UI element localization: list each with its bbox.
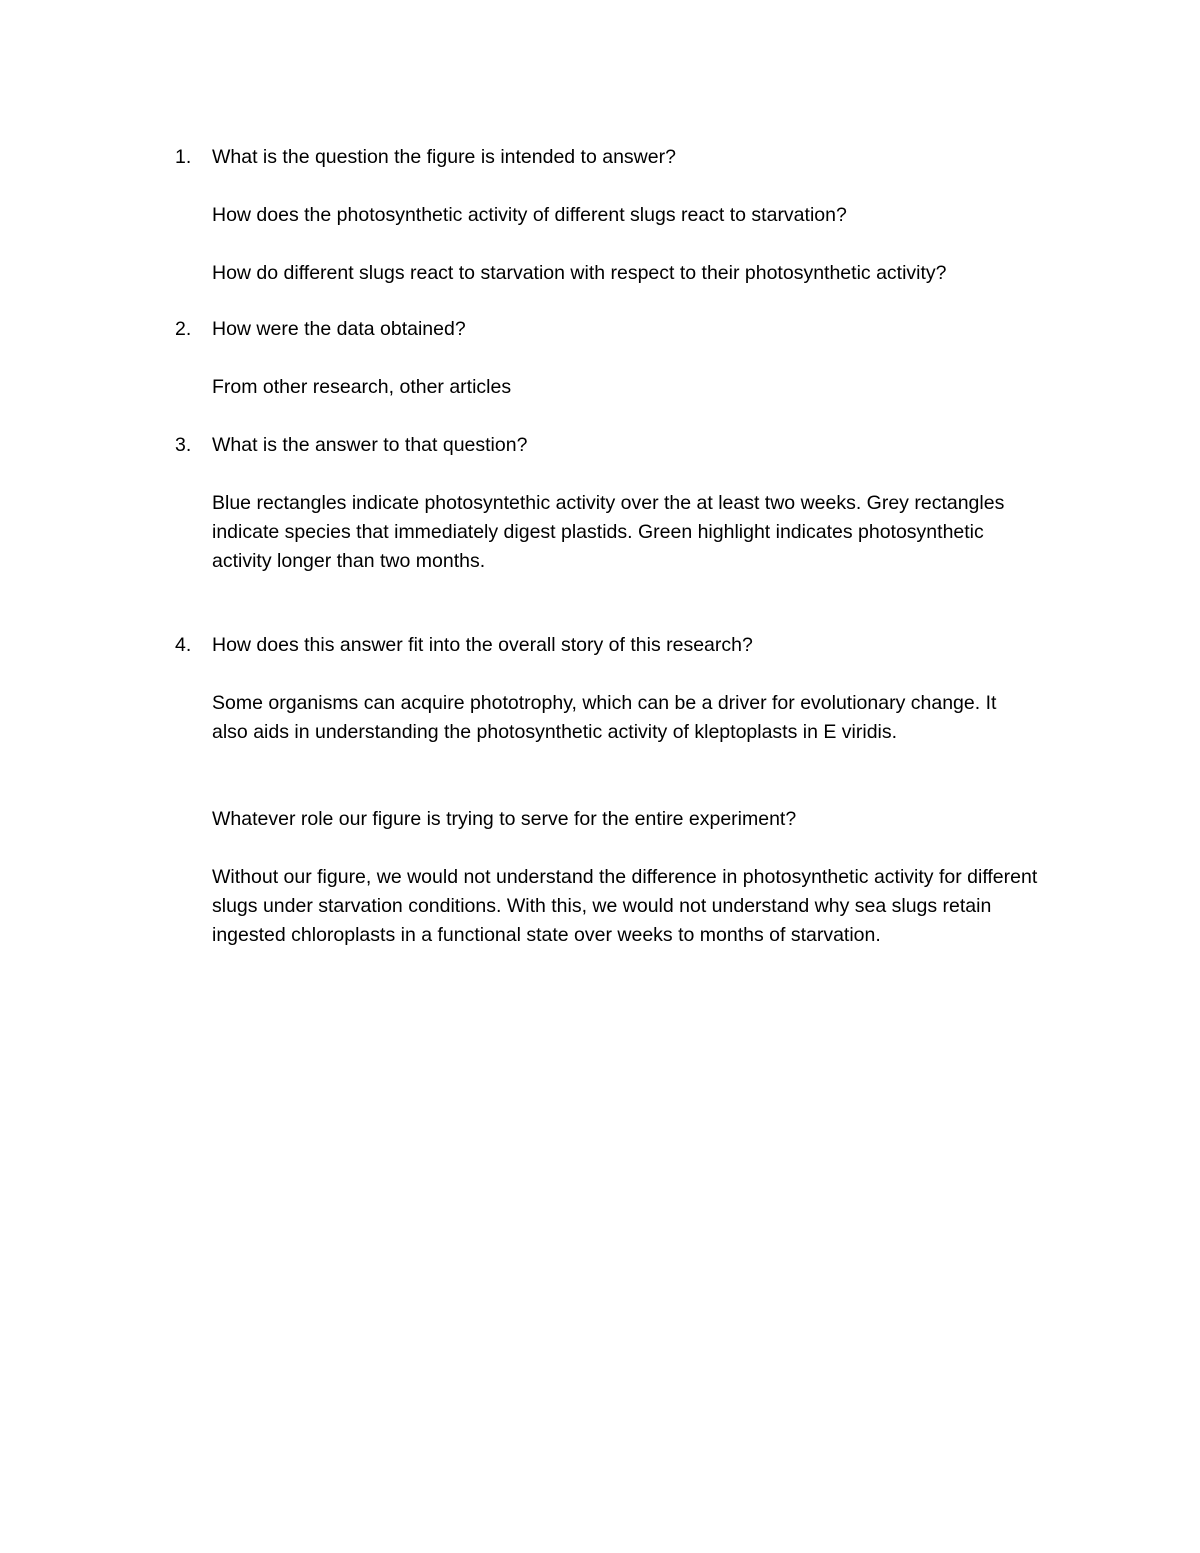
- item-1-question: What is the question the figure is intended to answer?: [212, 146, 676, 168]
- item-1-number: 1.: [175, 146, 192, 168]
- item-4-question: How does this answer fit into the overall story of this research?: [212, 634, 753, 656]
- item-4-answer-3: Without our figure, we would not understand the difference in photosynthetic activity for different slugs under starvation conditions. With this, we would not understand why sea slugs retain ingested chloroplasts in a functional state over weeks to months of starvation.: [212, 866, 1038, 946]
- item-1-answer-1: How does the photosynthetic activity of different slugs react to starvation?: [212, 204, 847, 226]
- item-2-question: How were the data obtained?: [212, 318, 466, 340]
- item-3-question: What is the answer to that question?: [212, 434, 528, 456]
- item-2-number: 2.: [175, 318, 192, 340]
- item-4-number: 4.: [175, 634, 192, 656]
- item-3-answer-1: Blue rectangles indicate photosyntethic activity over the at least two weeks. Grey rectangles indicate species that immediately digest plastids. Green highlight indicates photosynthetic activity longer than two months.: [212, 492, 1005, 572]
- item-1-answer-2: How do different slugs react to starvation with respect to their photosynthetic activity?: [212, 262, 947, 284]
- item-3-number: 3.: [175, 434, 192, 456]
- item-2-answer-1: From other research, other articles: [212, 376, 512, 398]
- item-4-answer-1: Some organisms can acquire phototrophy, which can be a driver for evolutionary change. It also aids in understanding the photosynthetic activity of kleptoplasts in E viridis.: [212, 692, 997, 743]
- item-4-answer-2: Whatever role our figure is trying to serve for the entire experiment?: [212, 808, 797, 830]
